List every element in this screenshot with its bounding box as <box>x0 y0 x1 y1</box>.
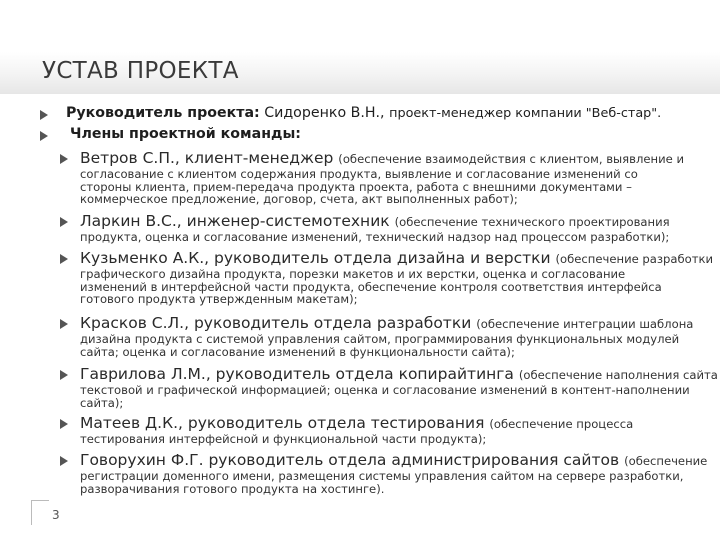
leader-label: Руководитель проекта: <box>66 105 260 121</box>
member-desc-cont: продукта, оценка и согласование изменений, технический надзор над процессом разработки); <box>80 230 670 244</box>
bullet-arrow-icon <box>60 319 68 329</box>
page-number: 3 <box>52 508 60 522</box>
member-desc: (обеспечение взаимодействия с клиентом, выявление и <box>338 152 685 166</box>
list-item <box>80 414 700 446</box>
bullet-arrow-icon <box>60 370 68 380</box>
member-name-role: Ларкин В.С., инженер-системотехник <box>80 212 390 230</box>
member-desc: (обеспечение технического проектирования <box>394 215 670 229</box>
corner-decoration <box>31 500 32 525</box>
list-item <box>80 212 700 244</box>
member-desc: (обеспечение разработки <box>555 252 714 266</box>
member-desc: (обеспечение наполнения сайта <box>518 368 718 382</box>
leader-role: проект-менеджер компании "Веб-стар". <box>389 106 662 121</box>
member-desc: (обеспечение процесса <box>489 417 634 431</box>
list-item <box>80 451 708 496</box>
bullet-arrow-icon <box>60 154 68 164</box>
member-desc-cont: тестирования интерфейсной и функциональной части продукта); <box>80 432 487 446</box>
bullet-arrow-icon <box>60 419 68 429</box>
member-name-role: Гаврилова Л.М., руководитель отдела копирайтинга <box>80 365 514 383</box>
list-item <box>80 365 718 410</box>
project-leader-line <box>66 105 661 121</box>
member-name-role: Красков С.Л., руководитель отдела разработки <box>80 314 472 332</box>
bullet-arrow-icon <box>40 131 48 141</box>
member-name-role: Говорухин Ф.Г. руководитель отдела администрирования сайтов <box>80 451 620 469</box>
member-desc-cont: согласование с клиентом содержания продукта, выявление и согласование изменений со стороны клиента, прием-передача продукта проекта, работа с внешними документами – коммерческое предложение, договор, счета, акт выполненных работ); <box>80 167 638 207</box>
team-label: Члены проектной команды: <box>70 126 301 142</box>
member-name-role: Кузьменко А.К., руководитель отдела дизайна и верстки <box>80 249 551 267</box>
leader-name: Сидоренко В.Н., <box>264 105 385 121</box>
member-desc: (обеспечение интеграции шаблона <box>476 317 694 331</box>
bullet-arrow-icon <box>60 254 68 264</box>
list-item <box>80 249 714 307</box>
corner-decoration <box>31 500 49 501</box>
bullet-arrow-icon <box>60 217 68 227</box>
member-name-role: Матеев Д.К., руководитель отдела тестирования <box>80 414 485 432</box>
bullet-arrow-icon <box>60 456 68 466</box>
member-desc-cont: текстовой и графической информацией; оценка и согласование изменений в контент-наполнении сайта); <box>80 383 690 410</box>
member-desc-cont: регистрации доменного имени, размещения системы управления сайтом на сервере разработки, разворачивания готового продукта на хостинге). <box>80 469 684 496</box>
member-desc-cont: графического дизайна продукта, порезки макетов и их верстки, оценка и согласование изменений в интерфейсной части продукта, обеспечение контроля соответствия интерфейса готового продукта утвержденным макетам); <box>80 267 662 307</box>
list-item <box>80 149 700 206</box>
page-title: УСТАВ ПРОЕКТА <box>42 58 239 84</box>
bullet-arrow-icon <box>40 110 48 120</box>
list-item <box>80 314 700 358</box>
member-name-role: Ветров С.П., клиент-менеджер <box>80 149 334 167</box>
member-desc: (обеспечение <box>624 454 708 468</box>
member-desc-cont: дизайна продукта с системой управления сайтом, программирования функциональных модулей сайта; оценка и согласование изменений в функциональности сайта); <box>80 332 680 359</box>
